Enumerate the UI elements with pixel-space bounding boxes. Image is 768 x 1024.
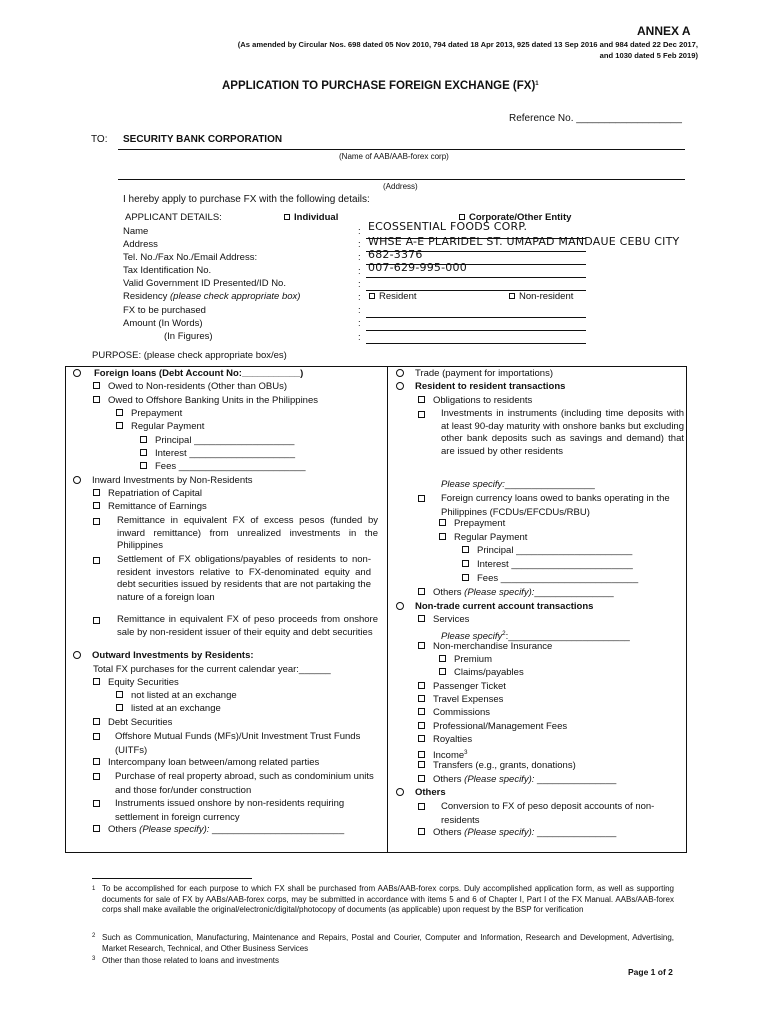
r-interest-option[interactable]: Interest _______________________ [462, 559, 633, 572]
checkbox-icon[interactable] [93, 758, 100, 765]
resident-option[interactable]: Resident [369, 290, 417, 303]
left-others-option[interactable]: Others (Please specify): _________________________ [93, 824, 344, 837]
r2r-option[interactable]: Resident to resident transactions [396, 381, 565, 394]
fx-purchased-line [366, 317, 586, 318]
reference-number: Reference No. ___________________ [509, 113, 682, 124]
others-head-option[interactable]: Others [396, 787, 446, 800]
checkbox-icon[interactable] [439, 533, 446, 540]
r-principal-option[interactable]: Principal ______________________ [462, 545, 632, 558]
bank-name-line [118, 149, 685, 150]
fl-interest-option[interactable]: Interest ____________________ [140, 448, 295, 461]
checkbox-icon[interactable] [418, 708, 425, 715]
checkbox-icon[interactable] [93, 518, 100, 525]
footnote-3: Other than those related to loans and investments [102, 956, 279, 965]
checkbox-icon[interactable] [93, 825, 100, 832]
services-specify[interactable]: Please specify$^2$:_______________________ [441, 631, 630, 642]
checkbox-icon[interactable] [418, 695, 425, 702]
checkbox-icon[interactable] [462, 546, 469, 553]
nontrade-radio[interactable] [396, 602, 404, 610]
purpose-divider [387, 366, 388, 853]
footnote-2-number: 2 [92, 933, 96, 939]
nonresident-checkbox[interactable] [509, 293, 515, 299]
debt-securities-option[interactable]: Debt Securities [93, 717, 172, 730]
foreign-loans-option[interactable]: Foreign loans (Debt Account No:___________) [73, 368, 303, 381]
checkbox-icon[interactable] [93, 502, 100, 509]
resident-checkbox[interactable] [369, 293, 375, 299]
checkbox-icon[interactable] [462, 560, 469, 567]
checkbox-icon[interactable] [418, 828, 425, 835]
footnote-2: Such as Communication, Manufacturing, Maintenance and Repairs, Postal and Courier, Computer and Information, Research and Development, Advertising, Market Research, Technical, and Other Business Services [102, 933, 674, 953]
total-fx-purchases: Total FX purchases for the current calendar year:______ [93, 664, 331, 675]
amendment-note-line1: (As amended by Circular Nos. 698 dated 05 Nov 2010, 794 dated 18 Apr 2013, 925 dated 13 Sep 2016 and 984 dated 22 Dec 2017, [237, 40, 698, 49]
professional-fees-option[interactable]: Professional/Management Fees [418, 721, 567, 734]
royalties-option[interactable]: Royalties [418, 734, 472, 747]
excess-pesos-option[interactable]: Remittance in equivalent FX of excess pesos (funded by inward remittance) from unrealized investments in the Philippines [93, 515, 378, 553]
checkbox-icon[interactable] [439, 655, 446, 662]
address-field[interactable]: WHSE A-E PLARIDEL ST. UMAPAD MANDAUE CEBU CITY [368, 235, 680, 248]
checkbox-icon[interactable] [140, 462, 147, 469]
checkbox-icon[interactable] [93, 718, 100, 725]
amount-figures-label: (In Figures) [164, 331, 213, 342]
checkbox-icon[interactable] [93, 800, 100, 807]
repatriation-option[interactable]: Repatriation of Capital [93, 488, 202, 501]
fl-principal-option[interactable]: Principal ___________________ [140, 435, 294, 448]
investments-option[interactable]: Investments in instruments (including time deposits with at least 90-day maturity with onshore banks but excluding other bank deposits such as savings and demand) that are issued by other residents [418, 408, 684, 458]
services-option[interactable]: Services [418, 614, 469, 627]
checkbox-icon[interactable] [93, 733, 100, 740]
checkbox-icon[interactable] [93, 557, 100, 564]
remittance-earnings-option[interactable]: Remittance of Earnings [93, 501, 207, 514]
applicant-details-label: APPLICANT DETAILS: [125, 212, 222, 223]
inward-investments-option[interactable]: Inward Investments by Non-Residents [73, 475, 253, 488]
investments-specify[interactable]: Please specify:_________________ [441, 479, 595, 490]
footnote-rule [92, 878, 252, 879]
field-colons: : : : : : : : : : [358, 226, 361, 343]
trade-radio[interactable] [396, 369, 404, 377]
checkbox-icon[interactable] [116, 409, 123, 416]
r-others-option[interactable]: Others (Please specify):_______________ [418, 587, 614, 600]
amount-words-line [366, 330, 586, 331]
page-number: Page 1 of 2 [628, 967, 673, 977]
checkbox-icon[interactable] [418, 775, 425, 782]
footnote-1-number: 1 [92, 886, 96, 892]
address-line [118, 179, 685, 180]
r2r-radio[interactable] [396, 382, 404, 390]
amount-figures-line [366, 343, 586, 344]
gov-id-label: Valid Government ID Presented/ID No. [123, 278, 286, 289]
premium-option[interactable]: Premium [439, 654, 492, 667]
r-prepayment-option[interactable]: Prepayment [439, 518, 505, 531]
others-radio[interactable] [396, 788, 404, 796]
form-title: APPLICATION TO PURCHASE FOREIGN EXCHANGE (FX)$^1$ [222, 80, 539, 92]
checkbox-icon[interactable] [116, 691, 123, 698]
checkbox-icon[interactable] [418, 642, 425, 649]
checkbox-icon[interactable] [93, 773, 100, 780]
tin-label: Tax Identification No. [123, 265, 212, 276]
checkbox-icon[interactable] [439, 668, 446, 675]
outward-radio[interactable] [73, 651, 81, 659]
checkbox-icon[interactable] [418, 722, 425, 729]
passenger-ticket-option[interactable]: Passenger Ticket [418, 681, 506, 694]
nonresident-option[interactable]: Non-resident [509, 290, 573, 303]
residency-label: Residency (please check appropriate box) [123, 291, 301, 302]
settlement-option[interactable]: Settlement of FX obligations/payables of residents to non-resident investors relative to FX-denominated equity and debt securities issued by residents that are not partaking the nature of a foreign loan [93, 554, 378, 604]
checkbox-icon[interactable] [439, 519, 446, 526]
footnote-3-number: 3 [92, 956, 96, 962]
address-caption: (Address) [383, 182, 418, 191]
checkbox-icon[interactable] [93, 489, 100, 496]
checkbox-icon[interactable] [93, 678, 100, 685]
peso-proceeds-option[interactable]: Remittance in equivalent FX of peso proceeds from onshore sale by non-resident issuer of their equity and debt securities [93, 614, 378, 639]
nontrade-option[interactable]: Non-trade current account transactions [396, 601, 593, 614]
fl-obu-option[interactable]: Owed to Offshore Banking Units in the Philippines [93, 395, 318, 408]
checkbox-icon[interactable] [93, 396, 100, 403]
intercompany-loan-option[interactable]: Intercompany loan between/among related parties [93, 757, 319, 770]
r-others3-option[interactable]: Others (Please specify): _______________ [418, 827, 616, 840]
checkbox-icon[interactable] [418, 803, 425, 810]
checkbox-icon[interactable] [116, 704, 123, 711]
real-property-option[interactable]: Purchase of real property abroad, such as condominium units and those for/under construction [93, 770, 383, 797]
tel-label: Tel. No./Fax No./Email Address: [123, 252, 258, 263]
not-listed-option[interactable]: not listed at an exchange [116, 690, 237, 703]
fcdu-option[interactable]: Foreign currency loans owed to banks operating in the Philippines (FCDUs/EFCDUs/RBU) [418, 492, 686, 519]
checkbox-icon[interactable] [418, 735, 425, 742]
trade-option[interactable]: Trade (payment for importations) [396, 368, 553, 381]
tel-field[interactable]: 682-3376 [368, 248, 423, 261]
tin-field[interactable]: 007-629-995-000 [368, 261, 467, 274]
checkbox-icon[interactable] [418, 495, 425, 502]
income-option[interactable]: Income$^3$ [418, 747, 468, 763]
obligations-option[interactable]: Obligations to residents [418, 395, 532, 408]
amount-words-label: Amount (In Words) [123, 318, 203, 329]
intro-text: I hereby apply to purchase FX with the following details: [123, 194, 370, 205]
individual-checkbox[interactable] [284, 214, 290, 220]
r-fees-option[interactable]: Fees __________________________ [462, 573, 638, 586]
tin-line [366, 277, 586, 278]
r-others2-option[interactable]: Others (Please specify): _______________ [418, 774, 616, 787]
checkbox-icon[interactable] [418, 588, 425, 595]
nonmerch-insurance-option[interactable]: Non-merchandise Insurance [418, 641, 552, 654]
foreign-loans-radio[interactable] [73, 369, 81, 377]
purpose-label: PURPOSE: (please check appropriate box/es) [92, 350, 287, 361]
checkbox-icon[interactable] [116, 422, 123, 429]
equity-securities-option[interactable]: Equity Securities [93, 677, 179, 690]
checkbox-icon[interactable] [418, 615, 425, 622]
checkbox-icon[interactable] [93, 617, 100, 624]
address-label: Address [123, 239, 158, 250]
corporate-option[interactable]: Corporate/Other Entity [459, 211, 571, 224]
to-label: TO: [91, 134, 108, 145]
conversion-option[interactable]: Conversion to FX of peso deposit accounts of non-residents [418, 800, 684, 827]
transfers-option[interactable]: Transfers (e.g., grants, donations) [418, 760, 576, 773]
footnote-1: To be accomplished for each purpose to which FX shall be purchased from AABs/AAB-forex corps. Duly accomplished application form, as well as supporting documents for sale of FX by AABs/AAB-forex corps, may be submitted in accordance with items 5 and 6 of Chapter I, Part I of the FX Manual. AABs/AAB-forex corps shall make available the original/electronic/digital/photocopy of documents (as applicable) upon request by the BSP for verification [102, 884, 674, 914]
fx-purchased-label: FX to be purchased [123, 305, 206, 316]
amendment-note-line2: and 1030 dated 5 Feb 2019) [599, 51, 698, 60]
name-field[interactable]: ECOSSENTIAL FOODS CORP. [368, 220, 528, 233]
offshore-mf-option[interactable]: Offshore Mutual Funds (MFs)/Unit Investment Trust Funds (UITFs) [93, 730, 378, 757]
checkbox-icon[interactable] [418, 411, 425, 418]
checkbox-icon[interactable] [418, 396, 425, 403]
r-regular-payment-option[interactable]: Regular Payment [439, 532, 527, 545]
claims-option[interactable]: Claims/payables [439, 667, 524, 680]
checkbox-icon[interactable] [140, 436, 147, 443]
annex-label: ANNEX A [637, 24, 691, 38]
bank-name: SECURITY BANK CORPORATION [123, 134, 283, 145]
listed-option[interactable]: listed at an exchange [116, 703, 221, 716]
inward-radio[interactable] [73, 476, 81, 484]
fl-fees-option[interactable]: Fees ________________________ [140, 461, 306, 474]
checkbox-icon[interactable] [418, 751, 425, 758]
fl-nonresidents-option[interactable]: Owed to Non-residents (Other than OBUs) [93, 381, 287, 394]
checkbox-icon[interactable] [418, 761, 425, 768]
checkbox-icon[interactable] [93, 382, 100, 389]
checkbox-icon[interactable] [462, 574, 469, 581]
outward-investments-option[interactable]: Outward Investments by Residents: [73, 650, 254, 663]
bank-caption: (Name of AAB/AAB-forex corp) [339, 152, 449, 161]
checkbox-icon[interactable] [140, 449, 147, 456]
individual-option[interactable]: Individual [284, 211, 338, 224]
name-label: Name [123, 226, 149, 237]
instruments-onshore-option[interactable]: Instruments issued onshore by non-residents requiring settlement in foreign currency [93, 797, 383, 824]
checkbox-icon[interactable] [418, 682, 425, 689]
travel-expenses-option[interactable]: Travel Expenses [418, 694, 503, 707]
fl-prepayment-option[interactable]: Prepayment [116, 408, 182, 421]
commissions-option[interactable]: Commissions [418, 707, 490, 720]
fl-regular-payment-option[interactable]: Regular Payment [116, 421, 204, 434]
